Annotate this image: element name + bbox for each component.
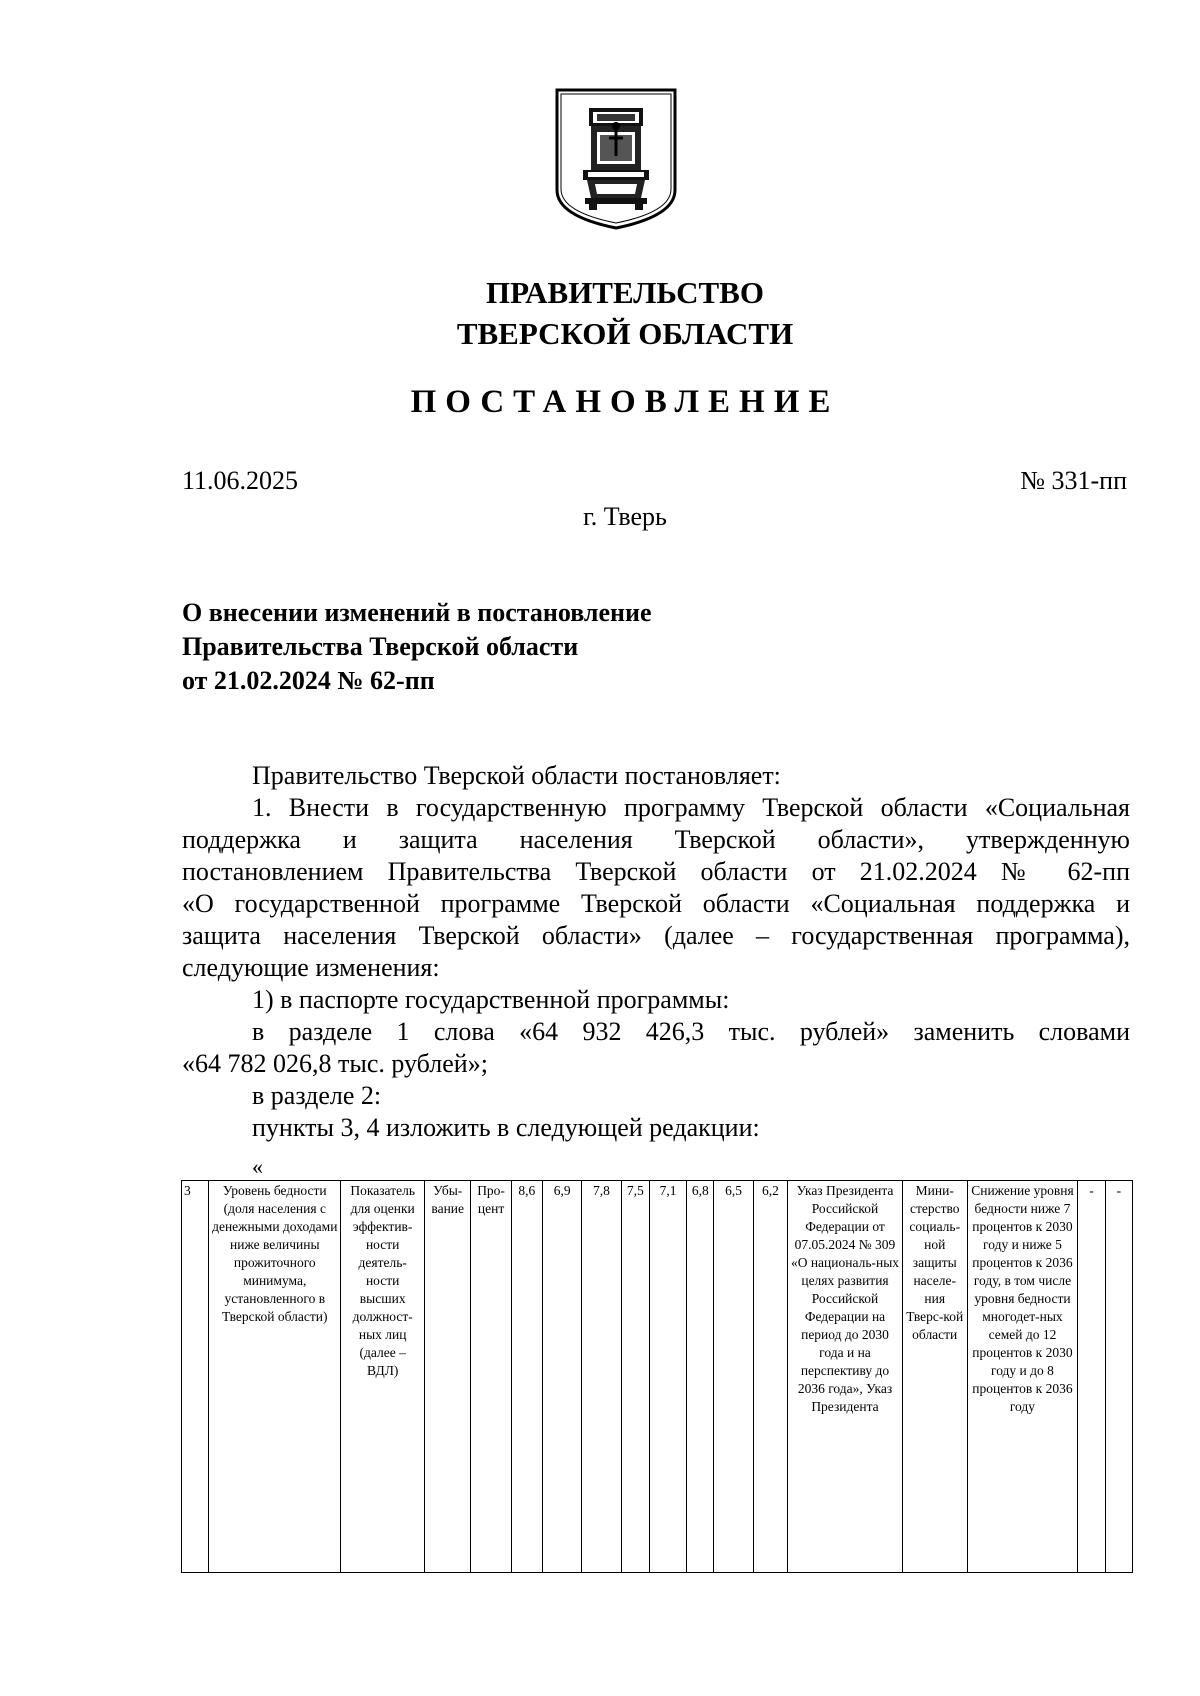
body-line: «О государственной программе Тверской области «Социальная поддержка и (182, 889, 1130, 918)
intro-paragraph: Правительство Тверской области постановляет: (252, 761, 781, 790)
body-line: 1. Внести в государственную программу Тверской области «Социальная (252, 793, 1130, 822)
document-subject (182, 596, 652, 698)
dash-cell: - (1078, 1181, 1105, 1573)
subject-line-2: Правительства Тверской области (182, 632, 579, 661)
document-number: № 331-пп (1020, 466, 1127, 495)
indicator-name: Уровень бедности (доля населения с денежными доходами ниже величины прожиточного минимума, установленного в Тверской области) (209, 1181, 341, 1573)
legal-basis: Указ Президента Российской Федерации от 07.05.2024 № 309 «О националь-ных целях развития Российской Федерации на период до 2030 года и на перспективу до 2036 года», Указ Президента (788, 1181, 903, 1573)
indicator-kind: Показатель для оценки эффектив-ности деятель-ности высших должност-ных лиц (далее – ВДЛ) (341, 1181, 425, 1573)
coat-of-arms-emblem (553, 86, 679, 232)
body-line: поддержка и защита населения Тверской области», утвержденную (182, 825, 1130, 854)
value-cell: 8,6 (511, 1181, 542, 1573)
organization-title (0, 272, 1200, 354)
indicator-unit: Про-цент (471, 1181, 511, 1573)
body-line: в разделе 1 слова «64 932 426,3 тыс. рублей» заменить словами (252, 1017, 1130, 1046)
table-row (182, 1181, 1133, 1573)
value-cell: 7,5 (621, 1181, 649, 1573)
value-cell: 7,1 (649, 1181, 686, 1573)
document-type: ПОСТАНОВЛЕНИЕ (410, 384, 840, 420)
document-city: г. Тверь (583, 502, 667, 531)
org-line-2: ТВЕРСКОЙ ОБЛАСТИ (456, 316, 794, 351)
body-line: следующие изменения: (182, 953, 440, 982)
goal-text: Снижение уровня бедности ниже 7 процентов к 2030 году и ниже 5 процентов к 2036 году, в том числе уровня бедности многодет-ных семей до 12 процентов к 2030 году и до 8 процентов к 2036 году (967, 1181, 1078, 1573)
item-1: 1) в паспорте государственной программы: (252, 985, 730, 1014)
row-number: 3 (182, 1181, 209, 1573)
indicator-direction: Убы-вание (425, 1181, 471, 1573)
body-line: постановлением Правительства Тверской области от 21.02.2024 № 62-пп (182, 857, 1130, 886)
dash-cell: - (1105, 1181, 1132, 1573)
indicators-table (181, 1180, 1133, 1573)
value-cell: 6,2 (753, 1181, 787, 1573)
org-line-1: ПРАВИТЕЛЬСТВО (486, 275, 764, 310)
subject-line-1: О внесении изменений в постановление (182, 598, 652, 627)
value-cell: 7,8 (582, 1181, 621, 1573)
section-2: в разделе 2: (252, 1081, 382, 1110)
value-cell: 6,5 (714, 1181, 753, 1573)
body-line: «64 782 026,8 тыс. рублей»; (182, 1049, 488, 1078)
document-date: 11.06.2025 (182, 466, 299, 495)
responsible-body: Мини-стерство социаль-ной защиты населе-ния Тверс-кой области (902, 1181, 967, 1573)
document-body (182, 760, 1130, 1144)
points-text: пункты 3, 4 изложить в следующей редакции: (252, 1113, 760, 1142)
body-line: защита населения Тверской области» (далее – государственная программа), (182, 921, 1130, 950)
value-cell: 6,8 (687, 1181, 714, 1573)
value-cell: 6,9 (542, 1181, 581, 1573)
subject-line-3: от 21.02.2024 № 62-пп (182, 666, 435, 695)
quote-open: « (252, 1154, 263, 1179)
